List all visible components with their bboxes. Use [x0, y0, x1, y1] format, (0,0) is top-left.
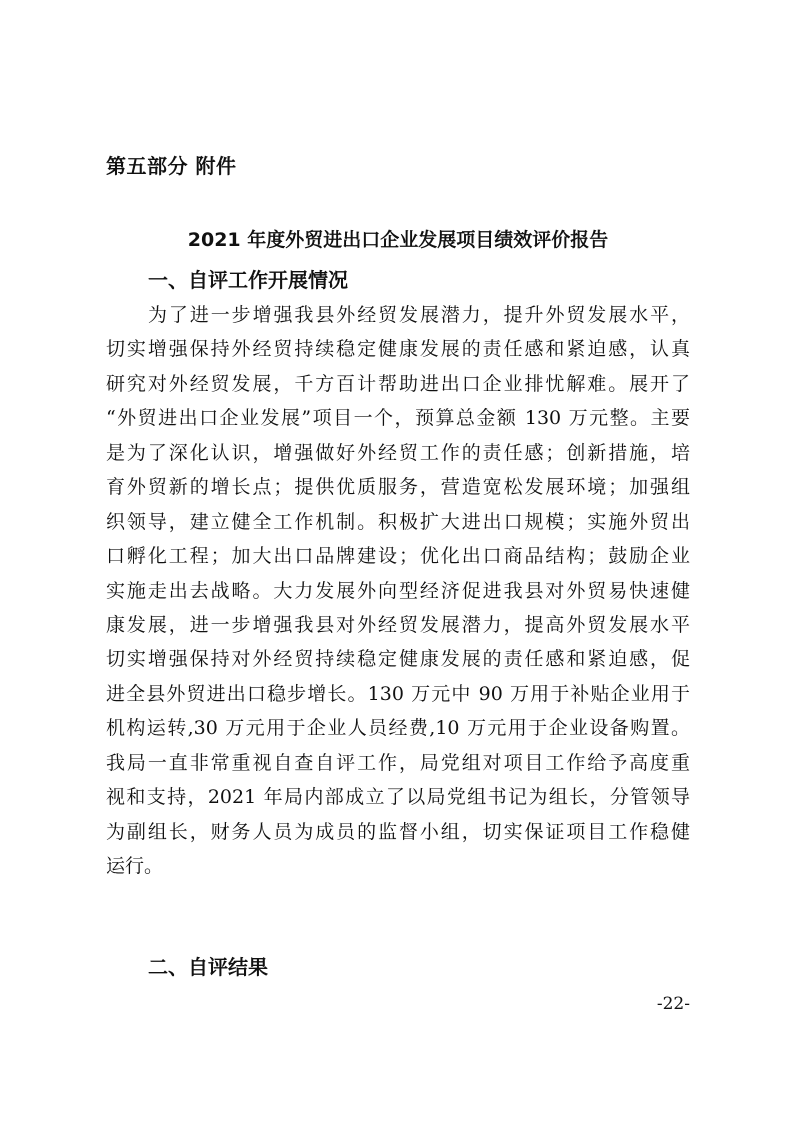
- paragraph-line: 进全县外贸进出口稳步增长。130 万元中 90 万用于补贴企业用于: [106, 682, 690, 705]
- section-heading-self-evaluation-work: 一、自评工作开展情况: [148, 268, 348, 292]
- paragraph-line: 视和支持，2021 年局内部成立了以局党组书记为组长，分管领导: [106, 786, 690, 809]
- paragraph-line: 是为了深化认识，增强做好外经贸工作的责任感；创新措施，培: [106, 441, 690, 464]
- paragraph-line: 为了进一步增强我县外经贸发展潜力，提升外贸发展水平，: [148, 304, 690, 326]
- paragraph-line: 机构运转,30 万元用于企业人员经费,10 万元用于企业设备购置。: [106, 717, 690, 740]
- paragraph-line: 为副组长，财务人员为成员的监督小组，切实保证项目工作稳健: [106, 820, 690, 843]
- report-title: 2021 年度外贸进出口企业发展项目绩效评价报告: [187, 229, 609, 251]
- paragraph-line: 我局一直非常重视自查自评工作，局党组对项目工作给予高度重: [106, 751, 690, 774]
- paragraph-line: 切实增强保持外经贸持续稳定健康发展的责任感和紧迫感，认真: [106, 338, 690, 361]
- paragraph-line: 织领导，建立健全工作机制。积极扩大进出口规模；实施外贸出: [106, 510, 690, 533]
- section-heading-self-evaluation-results: 二、自评结果: [148, 955, 268, 979]
- paragraph-line: 育外贸新的增长点；提供优质服务，营造宽松发展环境；加强组: [106, 476, 690, 499]
- paragraph-line: 运行。: [106, 855, 164, 877]
- page-number: -22-: [656, 994, 690, 1014]
- paragraph-line: 康发展，进一步增强我县对外经贸发展潜力，提高外贸发展水平: [106, 613, 690, 636]
- section-body-paragraph: [106, 298, 690, 883]
- part-heading: 第五部分 附件: [106, 154, 237, 178]
- paragraph-line: 口孵化工程；加大出口品牌建设；优化出口商品结构；鼓励企业: [106, 545, 690, 568]
- paragraph-line: 实施走出去战略。大力发展外向型经济促进我县对外贸易快速健: [106, 579, 690, 602]
- paragraph-line: 研究对外经贸发展，千方百计帮助进出口企业排忧解难。展开了: [106, 372, 690, 395]
- paragraph-line: “外贸进出口企业发展”项目一个，预算总金额 130 万元整。主要: [106, 407, 690, 430]
- paragraph-line: 切实增强保持对外经贸持续稳定健康发展的责任感和紧迫感，促: [106, 648, 690, 671]
